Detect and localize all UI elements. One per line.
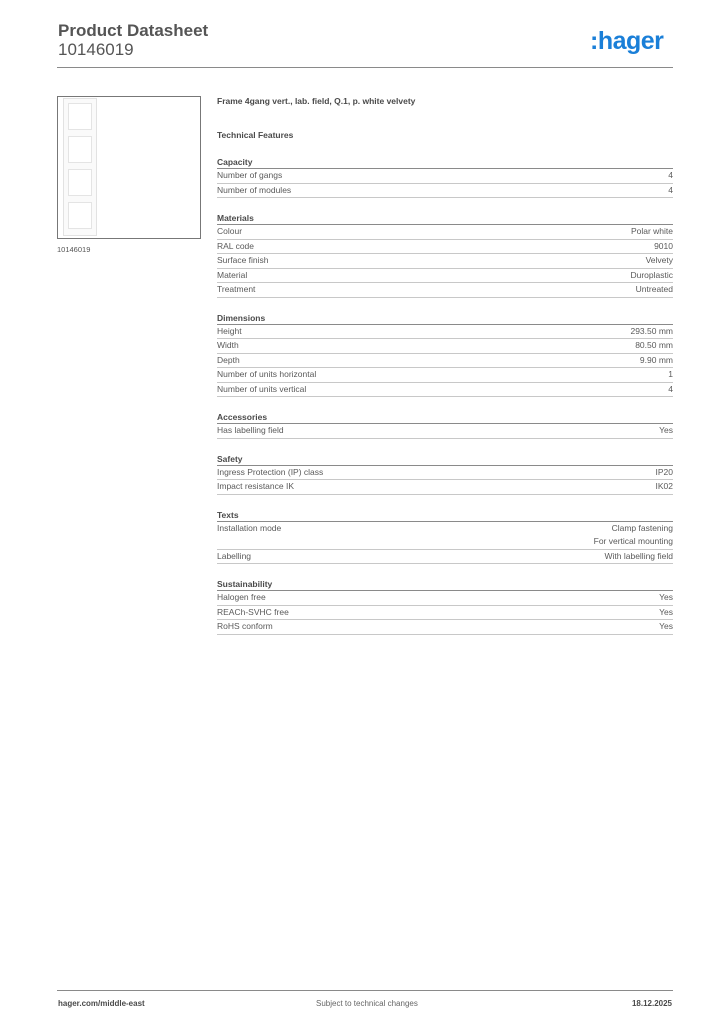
spec-row [217, 466, 673, 481]
spec-value: Yes [659, 621, 673, 631]
spec-label: Number of gangs [217, 170, 283, 180]
spec-section [217, 312, 673, 398]
spec-value: With labelling field [604, 550, 673, 561]
spec-label: Impact resistance IK [217, 481, 295, 491]
hager-logo: :hager [590, 27, 664, 55]
product-image [63, 98, 97, 236]
spec-label: Halogen free [217, 592, 266, 602]
spec-row [217, 480, 673, 495]
image-caption: 10146019 [57, 245, 91, 254]
spec-row [217, 225, 673, 240]
section-title: Texts [217, 509, 673, 522]
spec-row [217, 240, 673, 255]
spec-row [217, 169, 673, 184]
spec-value: 293.50 mm [630, 325, 673, 336]
spec-label: Number of modules [217, 184, 292, 195]
spec-label: Labelling [217, 550, 252, 561]
frame-slot [68, 202, 92, 229]
section-title: Sustainability [217, 578, 673, 591]
footer-divider [57, 990, 673, 991]
spec-label: Ingress Protection (IP) class [217, 466, 324, 477]
frame-slot [68, 169, 92, 196]
spec-label: Installation mode [217, 522, 282, 533]
spec-value: Yes [659, 425, 673, 435]
spec-label: RoHS conform [217, 621, 273, 631]
footer-date: 18.12.2025 [631, 999, 672, 1008]
spec-sections [217, 156, 673, 635]
page-title: Product Datasheet [58, 21, 209, 40]
technical-features-title: Technical Features [217, 130, 294, 140]
spec-row [217, 269, 673, 284]
spec-label: Number of units horizontal [217, 369, 317, 379]
spec-row [217, 283, 673, 298]
product-description: Frame 4gang vert., lab. field, Q.1, p. white velvety [217, 96, 416, 106]
spec-label: Width [217, 340, 239, 350]
spec-label: Depth [217, 354, 240, 365]
spec-value: 9010 [654, 240, 673, 251]
spec-section [217, 411, 673, 439]
section-title: Capacity [217, 156, 673, 169]
section-title: Dimensions [217, 312, 673, 325]
spec-label: Treatment [217, 284, 256, 294]
spec-label: RAL code [217, 240, 255, 251]
spec-row [217, 325, 673, 340]
spec-value: Duroplastic [630, 269, 673, 280]
spec-row [217, 606, 673, 621]
product-id: 10146019 [58, 40, 134, 59]
spec-label: Height [217, 325, 242, 336]
spec-value: 1 [668, 369, 673, 379]
spec-row [217, 254, 673, 269]
spec-section [217, 156, 673, 198]
spec-value: Untreated [635, 284, 673, 294]
spec-column [217, 96, 673, 635]
spec-value: 4 [668, 184, 673, 195]
spec-label: Surface finish [217, 255, 269, 265]
footer-note: Subject to technical changes [316, 999, 418, 1008]
spec-value: 4 [668, 170, 673, 180]
spec-section [217, 212, 673, 298]
spec-value: Velvety [645, 255, 673, 265]
frame-slot [68, 103, 92, 130]
spec-row [217, 620, 673, 635]
spec-row [217, 339, 673, 354]
spec-value: IK02 [655, 481, 673, 491]
spec-row [217, 550, 673, 565]
spec-row [217, 424, 673, 439]
spec-row [217, 354, 673, 369]
spec-value: 80.50 mm [635, 340, 673, 350]
spec-section [217, 453, 673, 495]
spec-label: REACh-SVHC free [217, 606, 289, 617]
spec-label: Colour [217, 226, 243, 236]
section-title: Materials [217, 212, 673, 225]
header-divider [57, 67, 673, 68]
section-title: Safety [217, 453, 673, 466]
footer-website: hager.com/middle-east [58, 999, 145, 1008]
spec-label: Number of units vertical [217, 383, 307, 394]
spec-value: Yes [659, 606, 673, 617]
spec-row [217, 368, 673, 383]
spec-row [217, 383, 673, 398]
spec-value: 9.90 mm [639, 354, 673, 365]
section-title: Accessories [217, 411, 673, 424]
spec-value: IP20 [655, 466, 673, 477]
spec-value: Polar white [630, 226, 673, 236]
spec-value: Clamp fastening For vertical mounting [593, 522, 673, 546]
spec-section [217, 509, 673, 565]
spec-row [217, 184, 673, 199]
spec-section [217, 578, 673, 635]
spec-value: 4 [668, 383, 673, 394]
spec-row [217, 522, 673, 550]
frame-slot [68, 136, 92, 163]
spec-label: Has labelling field [217, 425, 284, 435]
spec-value: Yes [659, 592, 673, 602]
spec-label: Material [217, 269, 248, 280]
spec-row [217, 591, 673, 606]
